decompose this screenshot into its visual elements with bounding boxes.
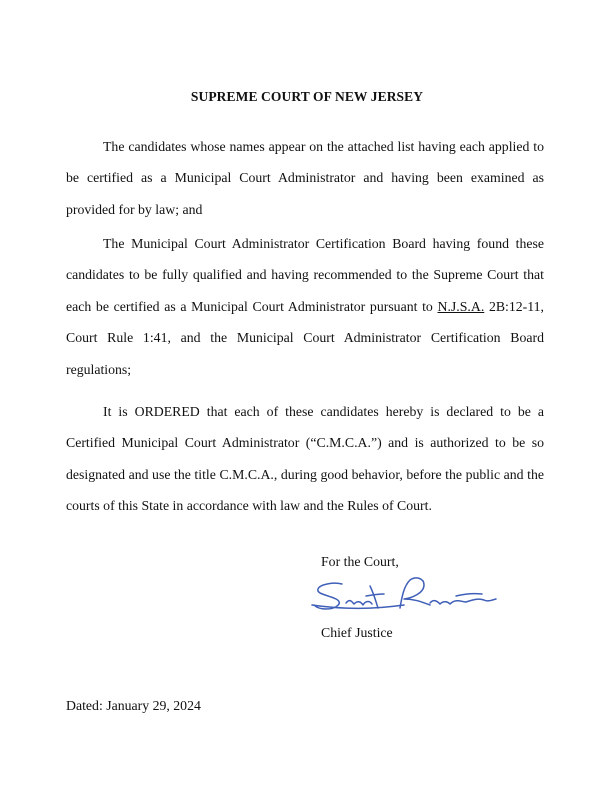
document-title: SUPREME COURT OF NEW JERSEY <box>190 89 424 104</box>
handwritten-signature-icon <box>306 572 506 620</box>
paragraph-certification-board <box>66 228 544 385</box>
closing-for-the-court: For the Court, <box>321 554 399 569</box>
signatory-title: Chief Justice <box>321 625 393 640</box>
date-line: Dated: January 29, 2024 <box>66 698 201 713</box>
paragraph-2-text-before: The Municipal Court Administrator Certification Board having found these candidates to be fully qualified and having recommended to the Supreme Court that each be certified as a Municipal Court Administrator pursuant to <box>66 236 544 314</box>
paragraph-candidates: The candidates whose names appear on the attached list having each applied to be certified as a Municipal Court Administrator and having been examined as provided for by law; and <box>66 139 544 217</box>
paragraph-2-text-after: 2B:12-11, Court Rule 1:41, and the Municipal Court Administrator Certification Board regulations; <box>66 298 545 377</box>
paragraph-order: It is ORDERED that each of these candidates hereby is declared to be a Certified Municipal Court Administrator (“C.M.C.A.”) and is authorized to be so designated and use the title C.M.C.A., during good behavior, before the public and the courts of this State in accordance with law and the Rules of Court. <box>66 404 544 514</box>
statute-citation: N.J.S.A. <box>437 298 485 314</box>
